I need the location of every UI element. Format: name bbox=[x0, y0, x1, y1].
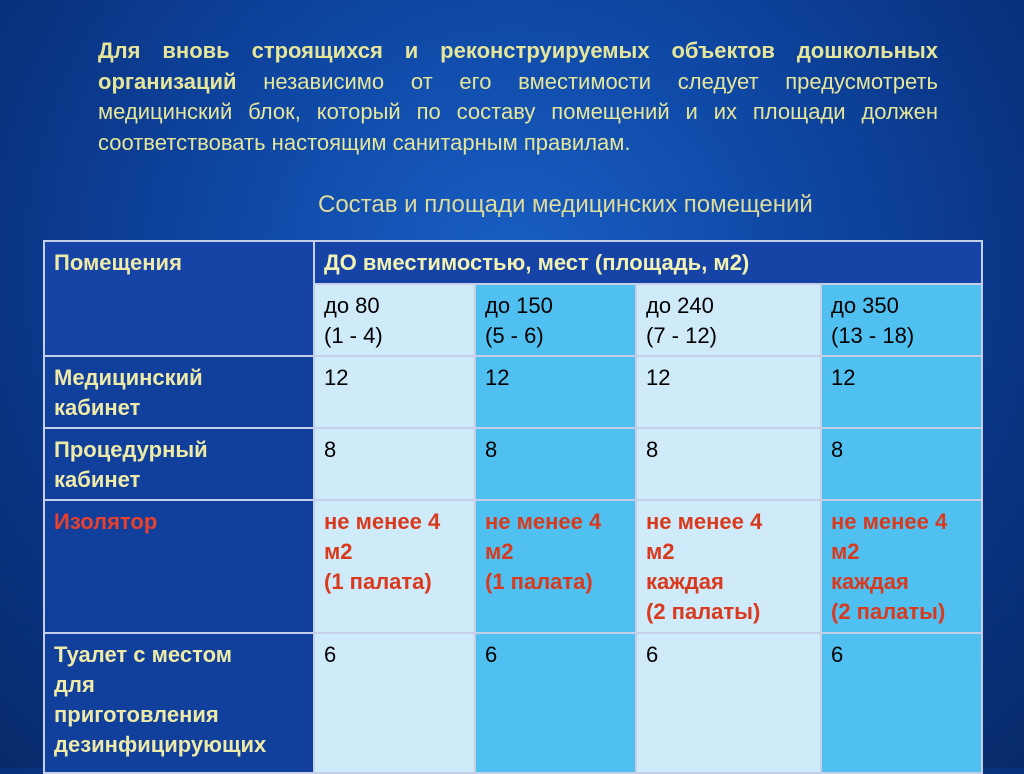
subheader-col-2-line2: (5 - 6) bbox=[485, 323, 544, 348]
row-label-line: Туалет с местом bbox=[54, 642, 233, 667]
row-label-line: кабинет bbox=[54, 467, 141, 492]
header-rooms-text: Помещения bbox=[54, 250, 182, 275]
cell-value-line: не менее 4 bbox=[646, 509, 763, 534]
cell-value-line: (2 палаты) bbox=[831, 599, 946, 624]
row-label-line: Медицинский bbox=[54, 365, 203, 390]
subheader-col-2-line1: до 150 bbox=[485, 293, 553, 318]
intro-paragraph bbox=[98, 36, 938, 158]
header-capacity bbox=[314, 241, 982, 284]
cell-value bbox=[821, 500, 982, 633]
row-label-line: кабинет bbox=[54, 395, 141, 420]
subheader-col-1 bbox=[314, 284, 475, 356]
cell-value-line: м2 bbox=[831, 539, 860, 564]
row-label-procedure-room bbox=[44, 428, 314, 500]
cell-value bbox=[314, 500, 475, 633]
table-row bbox=[44, 356, 982, 428]
row-label-line: Изолятор bbox=[54, 509, 158, 534]
cell-value: 12 bbox=[821, 356, 982, 428]
subheader-col-4-line1: до 350 bbox=[831, 293, 899, 318]
row-label-toilet bbox=[44, 633, 314, 773]
row-label-line: Процедурный bbox=[54, 437, 208, 462]
cell-value: 8 bbox=[821, 428, 982, 500]
cell-value-line: (1 палата) bbox=[324, 569, 432, 594]
cell-value: 8 bbox=[314, 428, 475, 500]
cell-value-line: не менее 4 bbox=[831, 509, 948, 534]
subheader-col-3-line1: до 240 bbox=[646, 293, 714, 318]
subheader-col-4-line2: (13 - 18) bbox=[831, 323, 915, 348]
subheader-col-3 bbox=[636, 284, 821, 356]
cell-value: 6 bbox=[475, 633, 636, 773]
cell-value: 6 bbox=[636, 633, 821, 773]
row-label-line: приготовления bbox=[54, 702, 219, 727]
table-header-row bbox=[44, 241, 982, 284]
cell-value: 8 bbox=[475, 428, 636, 500]
table-row bbox=[44, 633, 982, 773]
subheader-col-1-line1: до 80 bbox=[324, 293, 380, 318]
cell-value: 12 bbox=[314, 356, 475, 428]
cell-value: 6 bbox=[821, 633, 982, 773]
cell-value-line: (1 палата) bbox=[485, 569, 593, 594]
cell-value-line: (2 палаты) bbox=[646, 599, 761, 624]
row-label-line: дезинфицирующих bbox=[54, 732, 267, 757]
header-capacity-text: ДО вместимостью, мест (площадь, м2) bbox=[324, 250, 750, 275]
cell-value-line: м2 bbox=[485, 539, 514, 564]
cell-value-line: каждая bbox=[646, 569, 724, 594]
cell-value bbox=[475, 500, 636, 633]
cell-value-line: м2 bbox=[646, 539, 675, 564]
medical-rooms-table bbox=[43, 240, 983, 774]
row-label-isolator bbox=[44, 500, 314, 633]
subheader-col-2 bbox=[475, 284, 636, 356]
intro-regular-text: независимо от его вместимости следует предусмотреть медицинский блок, который по составу помещений и их площади должен соответствовать настоящим санитарным правилам. bbox=[98, 68, 938, 155]
table-row bbox=[44, 428, 982, 500]
cell-value-line: не менее 4 bbox=[485, 509, 602, 534]
header-rooms bbox=[44, 241, 314, 356]
table-row bbox=[44, 500, 982, 633]
row-label-line: для bbox=[54, 672, 95, 697]
subheader-col-4 bbox=[821, 284, 982, 356]
row-label-medical-office bbox=[44, 356, 314, 428]
cell-value: 8 bbox=[636, 428, 821, 500]
subheader-col-3-line2: (7 - 12) bbox=[646, 323, 717, 348]
cell-value-line: не менее 4 bbox=[324, 509, 441, 534]
cell-value bbox=[636, 500, 821, 633]
cell-value-line: каждая bbox=[831, 569, 909, 594]
subheader-col-1-line2: (1 - 4) bbox=[324, 323, 383, 348]
cell-value: 6 bbox=[314, 633, 475, 773]
cell-value: 12 bbox=[475, 356, 636, 428]
cell-value: 12 bbox=[636, 356, 821, 428]
table-caption: Состав и площади медицинских помещений bbox=[318, 191, 813, 218]
intro-bold-text: Для вновь строящихся и реконструируемых объектов дошкольных организаций bbox=[98, 38, 938, 94]
cell-value-line: м2 bbox=[324, 539, 353, 564]
